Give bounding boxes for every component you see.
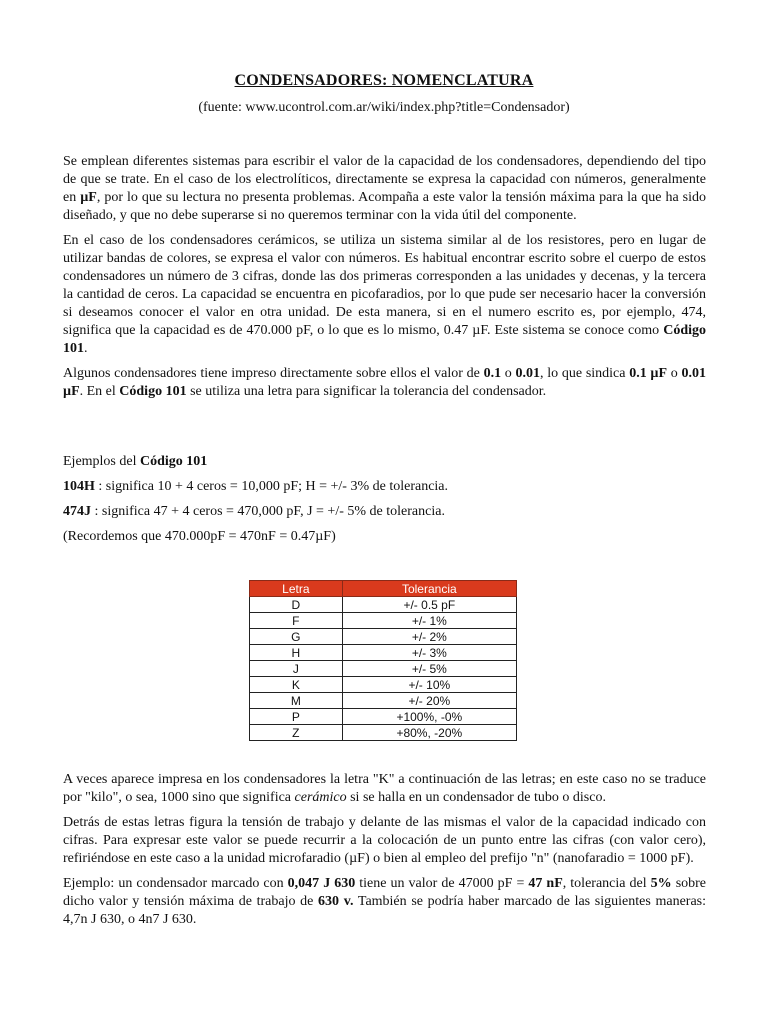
example-text: : significa 10 + 4 ceros = 10,000 pF; H = +/- 3% de tolerancia.: [94, 479, 449, 494]
letter-cell: F: [250, 613, 343, 629]
paragraph-ceramic: [63, 232, 706, 358]
tolerance-table: [249, 580, 517, 741]
value-emphasis: 0.1: [483, 366, 502, 381]
tolerance-cell: +/- 20%: [342, 693, 516, 709]
paragraph-text: .: [84, 341, 88, 356]
paragraph-text: , tolerancia del: [562, 876, 651, 891]
unit-emphasis: µF: [80, 190, 97, 205]
paragraph-text: . En el: [79, 384, 120, 399]
paragraph-text: También se podría haber marcado de las siguientes maneras: 4,7n J 630, o 4n7 J 630.: [63, 894, 706, 927]
paragraph-voltage: Detrás de estas letras figura la tensión de trabajo y delante de las mismas el valor de la capacidad indicado con cifras. Para expresar este valor se puede recurrir a la colocación de un punto entre las cifras (con valor cero), refiriéndose en este caso a la unidad microfaradio (µF) o bien al empleo del prefijo "n" (nanofaradio = 1000 pF).: [63, 815, 706, 866]
tolerance-cell: +100%, -0%: [342, 709, 516, 725]
value-emphasis: 0.01 µF: [63, 366, 707, 399]
source-line: (fuente: www.ucontrol.com.ar/wiki/index.php?title=Condensador): [198, 100, 570, 115]
paragraph-text: tiene un valor de 47000 pF =: [355, 876, 529, 891]
paragraph-electrolytic: [63, 153, 706, 225]
code-emphasis: Código 101: [140, 454, 208, 469]
paragraph-text: En el caso de los condensadores cerámicos, se utiliza un sistema similar al de los resistores, pero en lugar de utilizar bandas de colores, se expresa el valor con números. Es habitual encontrar escrito sobre el cuerpo de estos condensadores un número de 3 cifras, donde las dos primeras corresponden a las unidades y decenas, y la tercera la cantidad de ceros. La capacidad se encuentra en picofaradios, por lo que pude ser necesario hacer la conversión si deseamos conocer el valor en otra unidad. De esta manera, si en el numero escrito es, por ejemplo, 474, significa que la capacidad es de 470.000 pF, o lo que es lo mismo, 0.47 µF. Este sistema se conoce como: [63, 233, 706, 338]
paragraph-text: si se halla en un condensador de tubo o disco.: [346, 790, 606, 805]
table-row: [250, 613, 517, 629]
paragraph-text: se utiliza una letra para significar la tolerancia del condensador.: [186, 384, 547, 399]
tolerance-cell: +/- 1%: [342, 613, 516, 629]
value-emphasis: 630 v.: [318, 894, 354, 909]
document-title: CONDENSADORES: NOMENCLATURA: [234, 72, 534, 89]
paragraph-text: Algunos condensadores tiene impreso directamente sobre ellos el valor de: [63, 366, 484, 381]
code-emphasis: Código 101: [63, 323, 706, 356]
table-row: [250, 597, 517, 613]
tolerance-cell: +/- 10%: [342, 677, 516, 693]
letter-cell: M: [250, 693, 343, 709]
tolerance-cell: +/- 2%: [342, 629, 516, 645]
letter-cell: H: [250, 645, 343, 661]
letter-cell: K: [250, 677, 343, 693]
letter-cell: G: [250, 629, 343, 645]
examples-heading: [63, 453, 706, 471]
table-row: [250, 725, 517, 741]
paragraph-text: A veces aparece impresa en los condensadores la letra "K" a continuación de las letras; en este caso no se traduce por "kilo", o sea, 1000 sino que significa: [63, 772, 706, 805]
tolerance-cell: +/- 5%: [342, 661, 516, 677]
paragraph-text: Ejemplo: un condensador marcado con: [63, 876, 288, 891]
paragraph-example: [63, 875, 706, 929]
paragraph-text: o: [667, 366, 682, 381]
paragraph-text: Se emplean diferentes sistemas para escribir el valor de la capacidad de los condensadores, dependiendo del tipo de que se trate. En el caso de los electrolíticos, directamente se expresa la capacidad con números, generalmente en: [63, 154, 706, 205]
value-emphasis: 5%: [650, 876, 672, 891]
table-row: [250, 709, 517, 725]
tolerance-cell: +/- 3%: [342, 645, 516, 661]
table-row: [250, 645, 517, 661]
italic-emphasis: cerámico: [294, 790, 347, 805]
column-header-tolerance: Tolerancia: [342, 581, 516, 597]
column-header-letter: Letra: [250, 581, 343, 597]
value-emphasis: 47 nF: [528, 876, 563, 891]
letter-cell: D: [250, 597, 343, 613]
paragraph-values: [63, 365, 706, 401]
intro-section: [63, 153, 706, 408]
table-row: [250, 661, 517, 677]
example-text: : significa 47 + 4 ceros = 470,000 pF, J = +/- 5% de tolerancia.: [91, 504, 445, 519]
code-emphasis: Código 101: [119, 384, 187, 399]
example-code: 104H: [63, 479, 95, 494]
example-code: 474J: [63, 504, 91, 519]
paragraph-text: sobre dicho valor y tensión máxima de trabajo de: [63, 876, 707, 909]
paragraph-text: , lo que sindica: [540, 366, 630, 381]
letter-cell: J: [250, 661, 343, 677]
letter-cell: Z: [250, 725, 343, 741]
code-emphasis: 0,047 J 630: [287, 876, 356, 891]
example-474j: [63, 503, 706, 521]
closing-section: [63, 771, 706, 936]
value-emphasis: 0.1 µF: [629, 366, 668, 381]
tolerance-cell: +80%, -20%: [342, 725, 516, 741]
table-row: [250, 629, 517, 645]
paragraph-text: Ejemplos del: [63, 454, 140, 469]
letter-cell: P: [250, 709, 343, 725]
table-row: [250, 693, 517, 709]
conversion-note: (Recordemos que 470.000pF = 470nF = 0.47µF): [63, 529, 336, 544]
examples-section: [63, 453, 706, 553]
value-emphasis: 0.01: [515, 366, 541, 381]
table-header-row: [250, 581, 517, 597]
table-row: [250, 677, 517, 693]
tolerance-cell: +/- 0.5 pF: [342, 597, 516, 613]
paragraph-text: , por lo que su lectura no presenta problemas. Acompaña a este valor la tensión máxima para la que ha sido diseñado, y que no debe superarse si no queremos terminar con la vida útil del componente.: [63, 190, 706, 223]
paragraph-text: o: [501, 366, 516, 381]
example-104h: [63, 478, 706, 496]
paragraph-k-letter: [63, 771, 706, 807]
